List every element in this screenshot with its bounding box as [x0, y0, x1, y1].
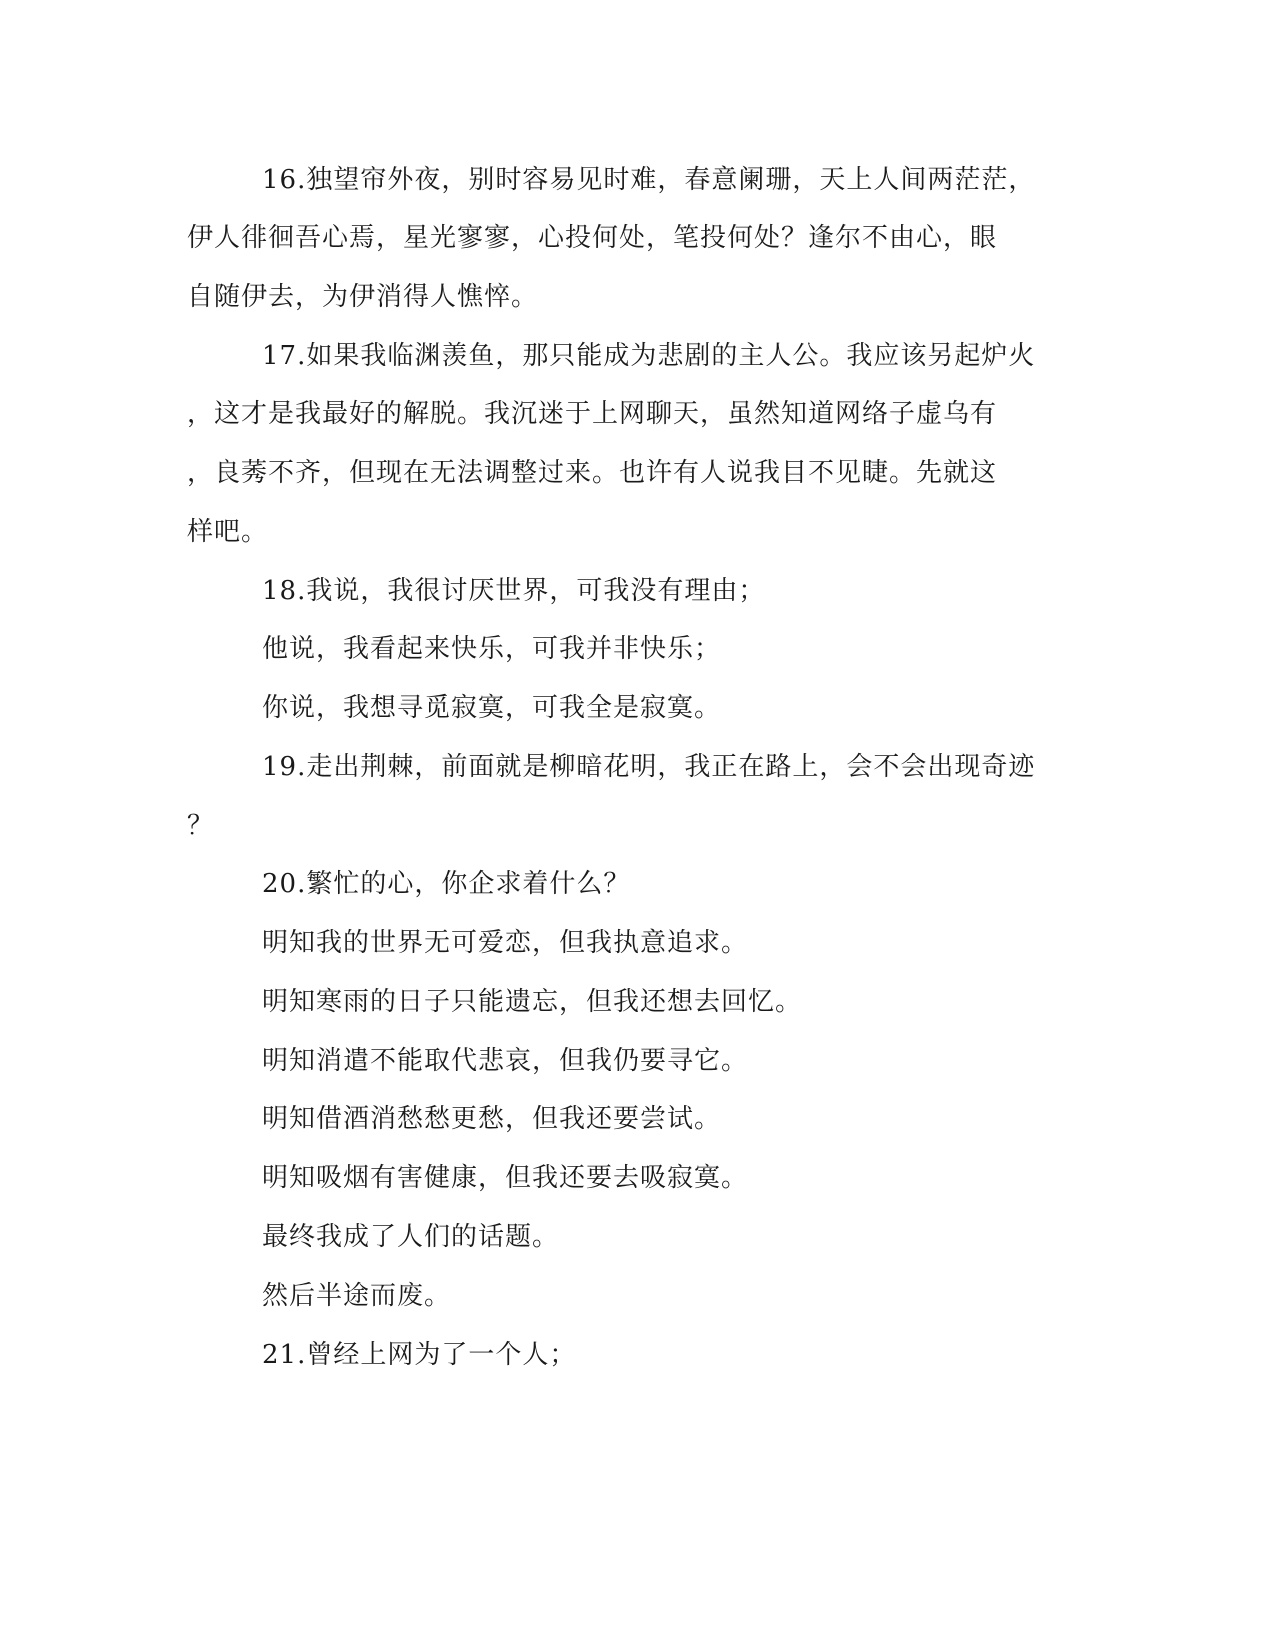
text-line: 明知我的世界无可爱恋，但我执意追求。 [262, 928, 749, 958]
text-line: 明知吸烟有害健康，但我还要去吸寂寞。 [262, 1163, 749, 1193]
text-line: 自随伊去，为伊消得人憔悴。 [187, 282, 539, 312]
text-line: 16.独望帘外夜，别时容易见时难，春意阑珊，天上人间两茫茫， [262, 165, 1036, 195]
text-line: 21.曾经上网为了一个人； [262, 1340, 577, 1370]
text-line: ，良莠不齐，但现在无法调整过来。也许有人说我目不见睫。先就这 [187, 458, 998, 488]
text-line: 最终我成了人们的话题。 [262, 1222, 560, 1252]
text-line: 明知寒雨的日子只能遗忘，但我还想去回忆。 [262, 987, 803, 1017]
text-line: 伊人徘徊吾心焉，星光寥寥，心投何处，笔投何处？逢尔不由心，眼 [187, 223, 998, 253]
text-line: 18.我说，我很讨厌世界，可我没有理由； [262, 576, 766, 606]
text-line: 明知借酒消愁愁更愁，但我还要尝试。 [262, 1104, 722, 1134]
text-line: 20.繁忙的心，你企求着什么？ [262, 869, 631, 899]
text-line: ？ [187, 811, 215, 841]
text-line: ，这才是我最好的解脱。我沉迷于上网聊天，虽然知道网络子虚乌有 [187, 399, 998, 429]
text-line: 明知消遣不能取代悲哀，但我仍要寻它。 [262, 1046, 749, 1076]
text-line: 17.如果我临渊羡鱼，那只能成为悲剧的主人公。我应该另起炉火 [262, 341, 1036, 371]
text-line: 他说，我看起来快乐，可我并非快乐； [262, 634, 722, 664]
text-line: 19.走出荆棘，前面就是柳暗花明，我正在路上，会不会出现奇迹 [262, 752, 1036, 782]
text-line: 然后半途而废。 [262, 1281, 452, 1311]
text-line: 样吧。 [187, 517, 269, 547]
text-line: 你说，我想寻觅寂寞，可我全是寂寞。 [262, 693, 722, 723]
